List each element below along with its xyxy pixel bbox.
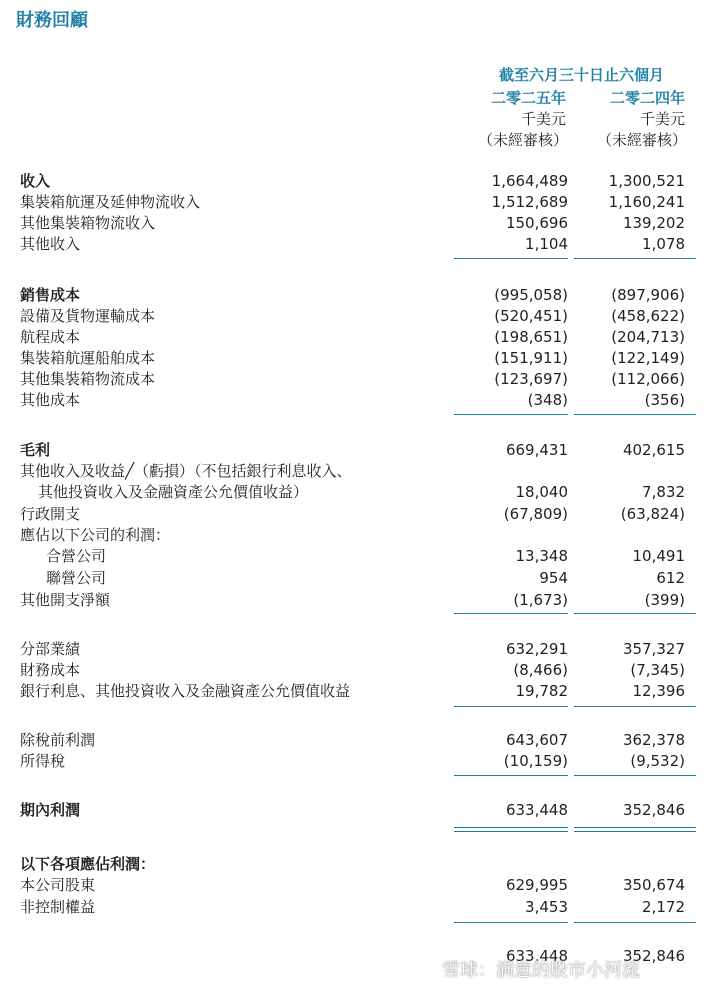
value-2025: 632,291 bbox=[505, 640, 568, 658]
row-label: 期內利潤 bbox=[20, 801, 81, 819]
row-label: 航程成本 bbox=[20, 328, 81, 346]
page-title: 財務回顧 bbox=[16, 10, 88, 31]
row-label: 其他成本 bbox=[20, 391, 81, 409]
value-2024: 139,202 bbox=[622, 214, 685, 232]
table-row bbox=[0, 460, 714, 482]
table-row bbox=[0, 170, 714, 192]
value-2024: (356) bbox=[644, 391, 685, 409]
subtotal-rule bbox=[454, 922, 568, 923]
value-2025: 150,696 bbox=[505, 214, 568, 232]
table-row bbox=[0, 212, 714, 234]
value-2024: 402,615 bbox=[622, 441, 685, 459]
row-label: 其他投資收入及金融資產公允價值收益） bbox=[38, 483, 309, 501]
row-label: 集裝箱航運船舶成本 bbox=[20, 349, 156, 367]
table-row bbox=[0, 589, 714, 611]
value-2024: (204,713) bbox=[611, 328, 685, 346]
table-row bbox=[0, 389, 714, 411]
row-label: 收入 bbox=[20, 172, 51, 190]
table-row bbox=[0, 368, 714, 390]
table-row bbox=[0, 874, 714, 896]
table-row bbox=[0, 545, 714, 567]
subtotal-rule bbox=[574, 922, 696, 923]
value-2024: 7,832 bbox=[642, 483, 685, 501]
value-2024: (9,532) bbox=[630, 752, 685, 770]
subtotal-rule bbox=[454, 706, 568, 707]
row-label: 銷售成本 bbox=[20, 286, 81, 304]
value-2025: (198,651) bbox=[494, 328, 568, 346]
total-rule bbox=[454, 831, 568, 832]
table-row bbox=[0, 326, 714, 348]
subtotal-rule bbox=[574, 613, 696, 614]
value-2024: 12,396 bbox=[632, 682, 685, 700]
total-rule bbox=[574, 831, 696, 832]
subtotal-rule bbox=[454, 613, 568, 614]
table-row bbox=[0, 481, 714, 503]
value-2025: 1,512,689 bbox=[491, 193, 568, 211]
total-rule bbox=[574, 827, 696, 828]
table-row bbox=[0, 347, 714, 369]
table-row bbox=[0, 659, 714, 681]
value-2025: 643,607 bbox=[505, 731, 568, 749]
total-rule bbox=[454, 827, 568, 828]
table-row bbox=[0, 439, 714, 461]
value-2025: (8,466) bbox=[513, 661, 568, 679]
subtotal-rule bbox=[574, 775, 696, 776]
row-label: 毛利 bbox=[20, 441, 51, 459]
row-label: 所得稅 bbox=[20, 752, 66, 770]
col2-unit: 千美元 bbox=[639, 110, 685, 128]
table-row bbox=[0, 638, 714, 660]
row-label: 財務成本 bbox=[20, 661, 81, 679]
row-label: 其他收入及收益╱（虧損）（不包括銀行利息收入、 bbox=[20, 462, 352, 480]
value-2024: 357,327 bbox=[622, 640, 685, 658]
row-label: 合營公司 bbox=[46, 547, 107, 565]
value-2025: 19,782 bbox=[515, 682, 568, 700]
value-2025: (10,159) bbox=[503, 752, 568, 770]
value-2024: (7,345) bbox=[630, 661, 685, 679]
value-2024: (122,149) bbox=[611, 349, 685, 367]
row-label: 其他收入 bbox=[20, 235, 81, 253]
subtotal-rule bbox=[454, 414, 568, 415]
value-2025: 18,040 bbox=[515, 483, 568, 501]
table-row bbox=[0, 567, 714, 589]
table-row bbox=[0, 853, 714, 875]
row-label: 其他集裝箱物流成本 bbox=[20, 370, 156, 388]
watermark: 雪球：满意的股市小河流 bbox=[442, 960, 640, 981]
row-label: 其他集裝箱物流收入 bbox=[20, 214, 156, 232]
row-label: 應佔以下公司的利潤： bbox=[20, 526, 171, 544]
row-label: 設備及貨物運輸成本 bbox=[20, 307, 156, 325]
value-2024: 2,172 bbox=[642, 898, 685, 916]
table-row bbox=[0, 305, 714, 327]
value-2024: 612 bbox=[656, 569, 685, 587]
value-2024: (458,622) bbox=[611, 307, 685, 325]
table-row bbox=[0, 524, 714, 546]
col2-audit: （未經審核） bbox=[596, 131, 687, 149]
table-row bbox=[0, 729, 714, 751]
value-2025: 3,453 bbox=[525, 898, 568, 916]
value-2024: 352,846 bbox=[622, 947, 685, 965]
value-2024: 1,078 bbox=[642, 235, 685, 253]
value-2025: (151,911) bbox=[494, 349, 568, 367]
period-header: 截至六月三十日止六個月 bbox=[498, 66, 664, 84]
row-label: 本公司股東 bbox=[20, 876, 96, 894]
value-2025: (123,697) bbox=[494, 370, 568, 388]
value-2025: 629,995 bbox=[505, 876, 568, 894]
table-row bbox=[0, 680, 714, 702]
row-label: 分部業績 bbox=[20, 640, 81, 658]
value-2024: 362,378 bbox=[622, 731, 685, 749]
value-2025: 633,448 bbox=[505, 947, 568, 965]
value-2024: (63,824) bbox=[620, 505, 685, 523]
subtotal-rule bbox=[454, 258, 568, 259]
value-2024: 352,846 bbox=[622, 801, 685, 819]
col1-unit: 千美元 bbox=[520, 110, 566, 128]
row-label: 行政開支 bbox=[20, 505, 81, 523]
row-label: 聯營公司 bbox=[46, 569, 107, 587]
table-row bbox=[0, 191, 714, 213]
table-row bbox=[0, 896, 714, 918]
value-2025: 633,448 bbox=[505, 801, 568, 819]
subtotal-rule bbox=[574, 706, 696, 707]
col2-year-header: 二零二四年 bbox=[609, 89, 685, 107]
value-2025: (348) bbox=[527, 391, 568, 409]
value-2024: 350,674 bbox=[622, 876, 685, 894]
row-label: 集裝箱航運及延伸物流收入 bbox=[20, 193, 201, 211]
subtotal-rule bbox=[574, 414, 696, 415]
value-2024: (399) bbox=[644, 591, 685, 609]
value-2025: (67,809) bbox=[503, 505, 568, 523]
table-row bbox=[0, 799, 714, 821]
value-2024: 1,160,241 bbox=[608, 193, 685, 211]
value-2025: 13,348 bbox=[515, 547, 568, 565]
value-2025: (995,058) bbox=[494, 286, 568, 304]
value-2025: 954 bbox=[539, 569, 568, 587]
col1-year-header: 二零二五年 bbox=[490, 89, 566, 107]
row-label: 其他開支淨額 bbox=[20, 591, 111, 609]
row-label: 銀行利息、其他投資收入及金融資產公允價值收益 bbox=[20, 682, 351, 700]
row-label: 除稅前利潤 bbox=[20, 731, 96, 749]
value-2024: (112,066) bbox=[611, 370, 685, 388]
col1-audit: （未經審核） bbox=[477, 131, 568, 149]
row-label: 以下各項應佔利潤： bbox=[20, 855, 156, 873]
value-2024: 1,300,521 bbox=[608, 172, 685, 190]
table-row bbox=[0, 503, 714, 525]
value-2025: (1,673) bbox=[513, 591, 568, 609]
table-row bbox=[0, 284, 714, 306]
value-2025: (520,451) bbox=[494, 307, 568, 325]
table-row bbox=[0, 233, 714, 255]
subtotal-rule bbox=[454, 775, 568, 776]
table-row bbox=[0, 750, 714, 772]
value-2024: 10,491 bbox=[632, 547, 685, 565]
subtotal-rule bbox=[574, 258, 696, 259]
value-2025: 1,664,489 bbox=[491, 172, 568, 190]
row-label: 非控制權益 bbox=[20, 898, 96, 916]
value-2025: 669,431 bbox=[505, 441, 568, 459]
value-2024: (897,906) bbox=[611, 286, 685, 304]
value-2025: 1,104 bbox=[525, 235, 568, 253]
